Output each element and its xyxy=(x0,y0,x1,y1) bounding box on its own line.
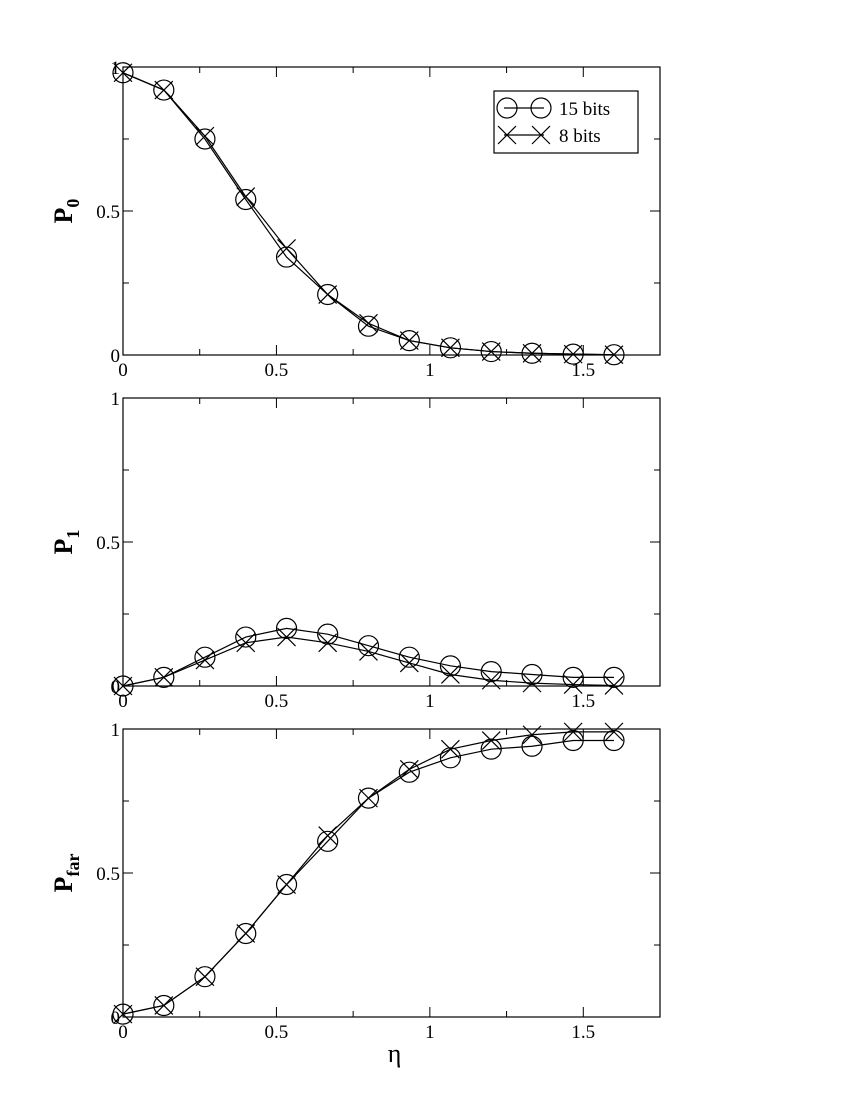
data-point-8-bits xyxy=(482,732,500,750)
data-point-8-bits xyxy=(400,760,418,778)
chart-panel-p1 xyxy=(49,389,660,712)
plot-frame xyxy=(123,729,660,1017)
y-axis-label xyxy=(49,530,83,555)
data-point-8-bits xyxy=(278,876,296,894)
y-tick-label: 0 xyxy=(110,1008,120,1029)
data-point-8-bits xyxy=(237,924,255,942)
data-point-8-bits xyxy=(359,789,377,807)
y-axis-label-main: P xyxy=(49,538,78,555)
data-point-8-bits xyxy=(278,628,296,646)
series-line-15-bits xyxy=(123,628,614,686)
chart-panel-pfar xyxy=(49,720,660,1068)
legend-label: 15 bits xyxy=(559,99,611,120)
y-axis-label-main: P xyxy=(49,876,78,893)
data-point-8-bits xyxy=(441,740,459,758)
data-point-8-bits xyxy=(155,668,173,686)
x-tick-label: 1 xyxy=(425,691,435,712)
x-tick-label: 1.5 xyxy=(571,1022,596,1043)
y-axis-label xyxy=(49,199,83,224)
data-point-8-bits xyxy=(196,127,214,145)
x-tick-label: 0.5 xyxy=(264,691,289,712)
y-tick-label: 0.5 xyxy=(96,533,120,554)
y-tick-label: 1 xyxy=(110,389,120,410)
x-tick-label: 1 xyxy=(425,360,435,381)
legend xyxy=(494,91,638,153)
x-tick-label: 0 xyxy=(118,1022,128,1043)
x-tick-label: 0 xyxy=(118,691,128,712)
x-tick-label: 0 xyxy=(118,360,128,381)
data-point-8-bits xyxy=(237,188,255,206)
y-tick-label: 0 xyxy=(110,677,120,698)
plot-frame xyxy=(123,398,660,686)
y-axis-label-main: P xyxy=(49,207,78,224)
x-axis-label: η xyxy=(387,1039,402,1068)
y-axis-label xyxy=(49,854,83,893)
data-point-8-bits xyxy=(319,634,337,652)
y-tick-label: 0.5 xyxy=(96,202,120,223)
chart-panel-p0 xyxy=(49,58,660,381)
data-point-8-bits xyxy=(441,665,459,683)
y-tick-label: 0.5 xyxy=(96,864,120,885)
x-tick-label: 1 xyxy=(425,1022,435,1043)
data-point-8-bits xyxy=(155,996,173,1014)
x-tick-label: 1.5 xyxy=(571,360,596,381)
x-tick-label: 0.5 xyxy=(264,1022,289,1043)
y-axis-label-sub: 1 xyxy=(63,529,83,539)
data-point-8-bits xyxy=(196,968,214,986)
x-tick-label: 1.5 xyxy=(571,691,596,712)
y-tick-label: 1 xyxy=(110,58,120,79)
y-axis-label-sub: far xyxy=(63,853,83,877)
data-point-8-bits xyxy=(400,332,418,350)
series-line-15-bits xyxy=(123,741,614,1015)
y-tick-label: 0 xyxy=(110,346,120,367)
y-axis-label-sub: 0 xyxy=(63,198,83,208)
data-point-8-bits xyxy=(319,286,337,304)
legend-label: 8 bits xyxy=(559,126,601,147)
data-point-8-bits xyxy=(155,81,173,99)
x-tick-label: 0.5 xyxy=(264,360,289,381)
y-tick-label: 1 xyxy=(110,720,120,741)
data-point-8-bits xyxy=(359,314,377,332)
